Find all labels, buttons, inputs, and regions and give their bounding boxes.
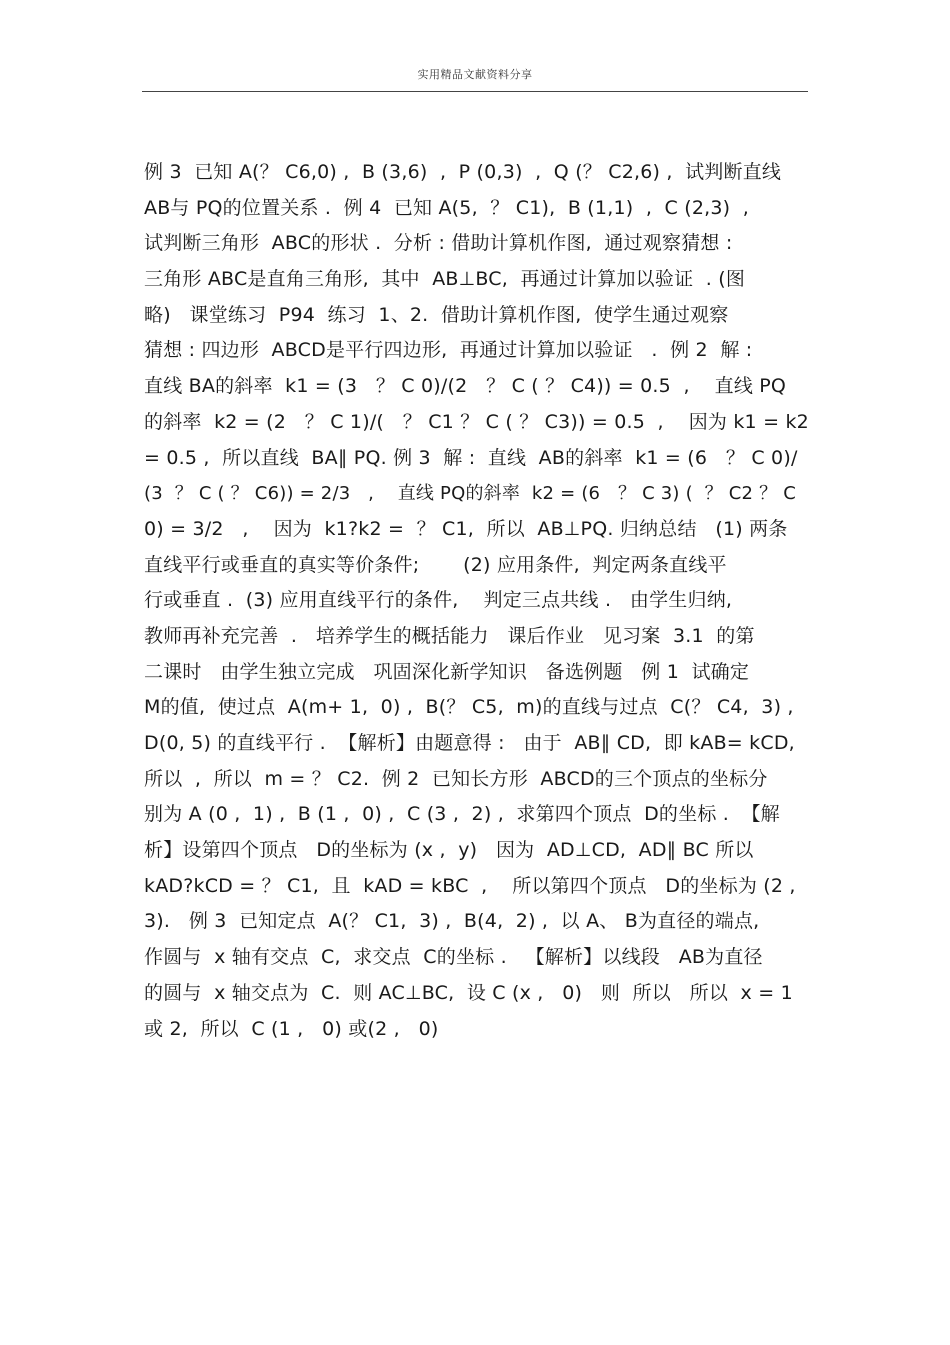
text-line: 0) = 3/2 , 因为 k1?k2 = ？ C1, 所以 AB⊥PQ. 归纳总结 (1) 两条 <box>144 517 788 540</box>
text-line: 作圆与 x 轴有交点 C, 求交点 C的坐标 . 【解析】以线段 AB为直径 <box>144 946 763 969</box>
text-line: (3 ？ C ( ？ C6)) = 2/3 , 直线 PQ的斜率 k2 = (6 ？ C 3) ( ？ C2 ？ C <box>144 483 796 505</box>
text-line: 3). 例 3 已知定点 A(？ C1, 3) , B(4, 2) , 以 A、 B为直径的端点, <box>144 910 760 933</box>
text-line: 行或垂直 . (3) 应用直线平行的条件, 判定三点共线 . 由学生归纳, <box>144 589 733 612</box>
text-line: 或 2, 所以 C (1 , 0) 或(2 , 0) <box>144 1017 439 1040</box>
text-line: kAD?kCD = ？ C1, 且 kAD = kBC , 所以第四个顶点 D的坐标为 (2 , <box>144 874 796 897</box>
body-text <box>144 155 814 1047</box>
text-line: 直线 BA的斜率 k1 = (3 ？ C 0)/(2 ？ C ( ？ C4)) = 0.5 , 直线 PQ <box>144 375 787 398</box>
text-line: 教师再补充完善 . 培养学生的概括能力 课后作业 见习案 3.1 的第 <box>144 624 755 647</box>
text-line: = 0.5 , 所以直线 BA∥ PQ. 例 3 解 : 直线 AB的斜率 k1 = (6 ？ C 0)/ <box>144 446 798 469</box>
text-line: 例 3 已知 A(？ C6,0) , B (3,6) , P (0,3) , Q (？ C2,6) , 试判断直线 <box>144 161 782 183</box>
text-line: M的值, 使过点 A(m+ 1, 0) , B(？ C5, m)的直线与过点 C(？ C4, 3) , <box>144 696 794 719</box>
text-line: 试判断三角形 ABC的形状 . 分析 : 借助计算机作图, 通过观察猜想 : <box>144 232 733 255</box>
text-line: 别为 A (0 , 1) , B (1 , 0) , C (3 , 2) , 求第四个顶点 D的坐标 . 【解 <box>144 803 780 826</box>
text-line: 所以 , 所以 m = ？ C2. 例 2 已知长方形 ABCD的三个顶点的坐标分 <box>144 767 768 790</box>
header-divider <box>142 91 808 92</box>
text-line: D(0, 5) 的直线平行 . 【解析】由题意得 : 由于 AB∥ CD, 即 kAB= kCD, <box>144 732 795 754</box>
page-header-title: 实用精品文献资料分享 <box>417 68 533 81</box>
text-line: 的圆与 x 轴交点为 C. 则 AC⊥BC, 设 C (x , 0) 则 所以 所以 x = 1 <box>144 981 793 1004</box>
text-line: AB与 PQ的位置关系 . 例 4 已知 A(5, ？ C1), B (1,1) , C (2,3) , <box>144 196 750 219</box>
text-line: 略) 课堂练习 P94 练习 1、2. 借助计算机作图, 使学生通过观察 <box>144 303 729 326</box>
text-line: 猜想 : 四边形 ABCD是平行四边形, 再通过计算加以验证 . 例 2 解 : <box>144 339 753 362</box>
text-line: 三角形 ABC是直角三角形, 其中 AB⊥BC, 再通过计算加以验证 . (图 <box>144 268 746 291</box>
text-line: 析】设第四个顶点 D的坐标为 (x , y) 因为 AD⊥CD, AD∥ BC 所以 <box>144 839 754 862</box>
text-line: 直线平行或垂直的真实等价条件; (2) 应用条件, 判定两条直线平 <box>144 553 727 576</box>
text-line: 二课时 由学生独立完成 巩固深化新学知识 备选例题 例 1 试确定 <box>144 660 750 683</box>
text-line: 的斜率 k2 = (2 ？ C 1)/( ？ C1 ？ C ( ？ C3)) = 0.5 , 因为 k1 = k2 <box>144 410 809 433</box>
